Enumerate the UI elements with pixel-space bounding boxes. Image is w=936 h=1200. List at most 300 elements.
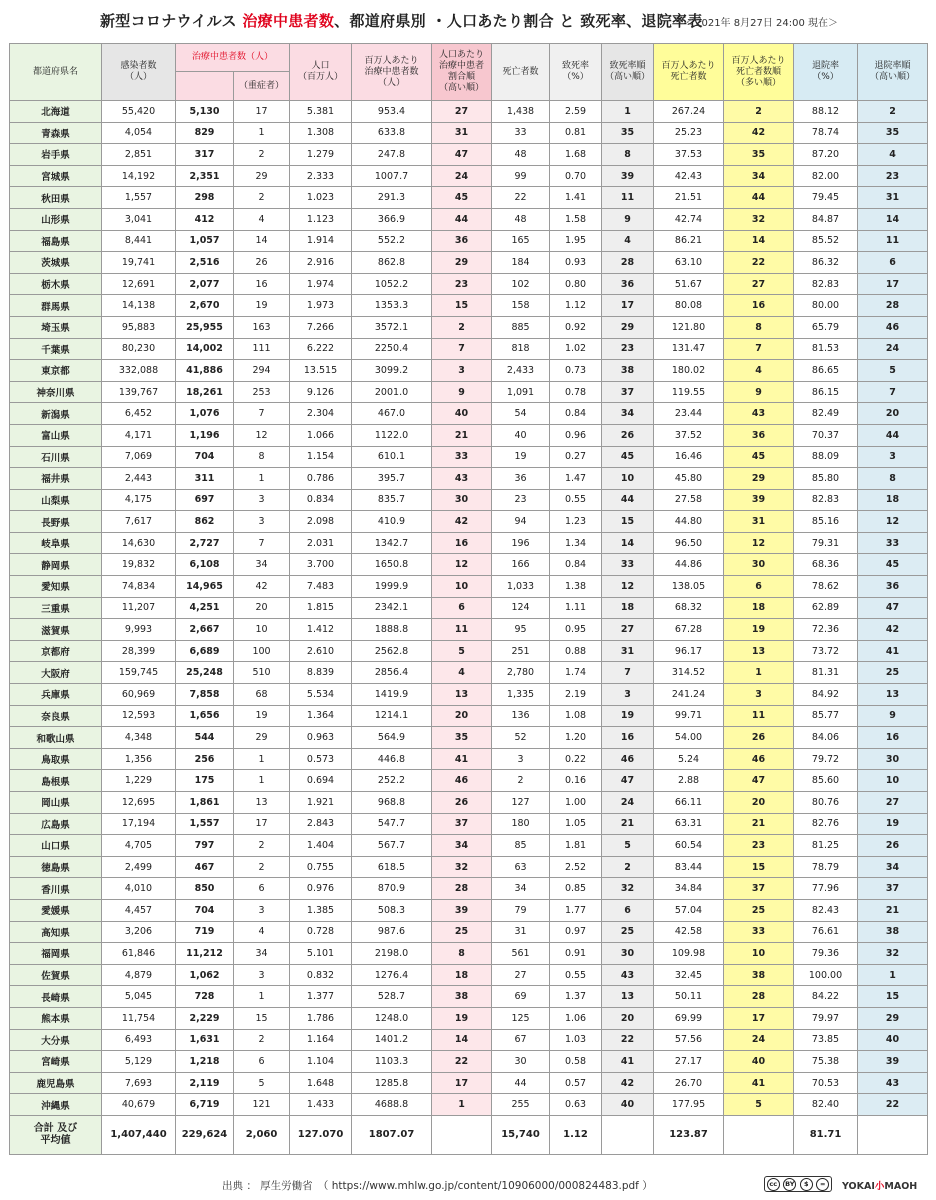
- cell-fatality-rate: 1.12: [550, 295, 602, 317]
- cell-treating: 175: [176, 770, 234, 792]
- cell-discharge-rate: 72.36: [794, 619, 858, 641]
- cell-population: 0.963: [290, 727, 352, 749]
- cell-deaths-per-million: 83.44: [654, 856, 724, 878]
- cell-fatality-rate: 0.85: [550, 878, 602, 900]
- cell-discharge-rank: 23: [858, 165, 928, 187]
- cell-deaths-per-million-rank: 6: [724, 576, 794, 598]
- cell-infected: 11,207: [102, 597, 176, 619]
- cell-deaths-per-million: 60.54: [654, 835, 724, 857]
- cell-population: 0.573: [290, 748, 352, 770]
- cell-treating-rank: 30: [432, 489, 492, 511]
- cell-treating-per-million: 291.3: [352, 187, 432, 209]
- cell-treating-per-million: 410.9: [352, 511, 432, 533]
- cell-infected: 61,846: [102, 943, 176, 965]
- cell-prefecture: 広島県: [10, 813, 102, 835]
- cell-deaths: 196: [492, 532, 550, 554]
- cell-severe: 1: [234, 986, 290, 1008]
- cell-treating: 1,076: [176, 403, 234, 425]
- cell-prefecture: 奈良県: [10, 705, 102, 727]
- table-row: [10, 316, 928, 338]
- cell-treating: 2,229: [176, 1007, 234, 1029]
- cell-deaths: 52: [492, 727, 550, 749]
- cell-prefecture: 群馬県: [10, 295, 102, 317]
- cell-deaths: 158: [492, 295, 550, 317]
- cell-fatality-rank: 15: [602, 511, 654, 533]
- cell-severe: 1: [234, 468, 290, 490]
- cell-fatality-rank: 26: [602, 424, 654, 446]
- cell-deaths: 1,033: [492, 576, 550, 598]
- header-discharge-rank: 退院率順 （高い順）: [858, 44, 928, 101]
- cell-deaths: 27: [492, 964, 550, 986]
- cell-fatality-rate: 1.03: [550, 1029, 602, 1051]
- cell-infected: 332,088: [102, 360, 176, 382]
- cell-infected: 28,399: [102, 640, 176, 662]
- table-row: [10, 144, 928, 166]
- cell-treating: 1,062: [176, 964, 234, 986]
- cell-fatality-rank: 25: [602, 921, 654, 943]
- cell-deaths-per-million: 44.80: [654, 511, 724, 533]
- total-label: 合計 及び 平均値: [10, 1115, 102, 1154]
- cell-deaths-per-million-rank: 46: [724, 748, 794, 770]
- cell-prefecture: 岩手県: [10, 144, 102, 166]
- cell-fatality-rank: 44: [602, 489, 654, 511]
- cell-deaths-per-million-rank: 17: [724, 1007, 794, 1029]
- cell-discharge-rate: 85.80: [794, 468, 858, 490]
- cell-severe: 17: [234, 101, 290, 123]
- cell-deaths-per-million-rank: 3: [724, 684, 794, 706]
- cell-deaths-per-million: 241.24: [654, 684, 724, 706]
- cell-treating-per-million: 366.9: [352, 208, 432, 230]
- cell-severe: 100: [234, 640, 290, 662]
- cell-treating-per-million: 2198.0: [352, 943, 432, 965]
- table-row: [10, 705, 928, 727]
- cell-infected: 4,879: [102, 964, 176, 986]
- cell-discharge-rank: 20: [858, 403, 928, 425]
- cell-treating-per-million: 618.5: [352, 856, 432, 878]
- cell-severe: 3: [234, 964, 290, 986]
- cell-severe: 4: [234, 208, 290, 230]
- cell-deaths: 166: [492, 554, 550, 576]
- cell-treating: 6,689: [176, 640, 234, 662]
- cell-prefecture: 愛知県: [10, 576, 102, 598]
- cell-treating-per-million: 1342.7: [352, 532, 432, 554]
- cell-discharge-rate: 88.09: [794, 446, 858, 468]
- cell-severe: 29: [234, 727, 290, 749]
- cell-discharge-rank: 39: [858, 1051, 928, 1073]
- cell-deaths-per-million: 26.70: [654, 1072, 724, 1094]
- cell-treating: 728: [176, 986, 234, 1008]
- table-row: [10, 1072, 928, 1094]
- cell-infected: 4,175: [102, 489, 176, 511]
- cell-discharge-rank: 31: [858, 187, 928, 209]
- cell-deaths: 48: [492, 208, 550, 230]
- cell-treating-per-million: 835.7: [352, 489, 432, 511]
- cell-population: 2.031: [290, 532, 352, 554]
- total-fatality-rate: 1.12: [550, 1115, 602, 1154]
- cell-deaths-per-million: 66.11: [654, 792, 724, 814]
- cell-treating: 4,251: [176, 597, 234, 619]
- cell-fatality-rate: 0.16: [550, 770, 602, 792]
- cell-deaths: 44: [492, 1072, 550, 1094]
- cell-treating: 2,667: [176, 619, 234, 641]
- cell-discharge-rank: 1: [858, 964, 928, 986]
- cell-severe: 42: [234, 576, 290, 598]
- cell-deaths: 2,433: [492, 360, 550, 382]
- cell-discharge-rank: 45: [858, 554, 928, 576]
- cell-fatality-rate: 2.59: [550, 101, 602, 123]
- cell-deaths: 2,780: [492, 662, 550, 684]
- cell-deaths-per-million-rank: 35: [724, 144, 794, 166]
- cc-nd-icon: =: [816, 1178, 829, 1191]
- cell-discharge-rate: 70.37: [794, 424, 858, 446]
- cell-treating-per-million: 1122.0: [352, 424, 432, 446]
- cell-fatality-rank: 13: [602, 986, 654, 1008]
- cell-prefecture: 秋田県: [10, 187, 102, 209]
- cell-discharge-rate: 78.74: [794, 122, 858, 144]
- cell-treating-per-million: 870.9: [352, 878, 432, 900]
- cell-discharge-rank: 10: [858, 770, 928, 792]
- cell-discharge-rate: 78.62: [794, 576, 858, 598]
- cell-deaths-per-million: 109.98: [654, 943, 724, 965]
- cell-deaths-per-million: 119.55: [654, 381, 724, 403]
- cell-prefecture: 新潟県: [10, 403, 102, 425]
- cell-treating-rank: 27: [432, 101, 492, 123]
- cell-treating: 6,108: [176, 554, 234, 576]
- cell-treating-per-million: 1103.3: [352, 1051, 432, 1073]
- cell-discharge-rate: 62.89: [794, 597, 858, 619]
- table-row: [10, 792, 928, 814]
- cell-treating-rank: 12: [432, 554, 492, 576]
- cell-population: 5.101: [290, 943, 352, 965]
- cell-infected: 17,194: [102, 813, 176, 835]
- cell-fatality-rank: 18: [602, 597, 654, 619]
- cell-treating: 25,248: [176, 662, 234, 684]
- cell-treating: 298: [176, 187, 234, 209]
- cell-treating-rank: 16: [432, 532, 492, 554]
- cell-fatality-rate: 0.78: [550, 381, 602, 403]
- cell-fatality-rank: 36: [602, 273, 654, 295]
- cell-deaths: 124: [492, 597, 550, 619]
- cell-deaths-per-million: 68.32: [654, 597, 724, 619]
- table-row: [10, 338, 928, 360]
- cell-fatality-rate: 0.80: [550, 273, 602, 295]
- table-row: [10, 619, 928, 641]
- cell-prefecture: 和歌山県: [10, 727, 102, 749]
- cc-icon: cc: [767, 1178, 780, 1191]
- cell-treating: 11,212: [176, 943, 234, 965]
- cell-fatality-rank: 17: [602, 295, 654, 317]
- header-fatality-rate: 致死率 （%）: [550, 44, 602, 101]
- cell-fatality-rank: 12: [602, 576, 654, 598]
- cell-population: 2.610: [290, 640, 352, 662]
- table-row: [10, 532, 928, 554]
- cell-discharge-rank: 47: [858, 597, 928, 619]
- cell-fatality-rate: 0.63: [550, 1094, 602, 1116]
- table-row: [10, 122, 928, 144]
- cell-fatality-rate: 0.88: [550, 640, 602, 662]
- cell-treating-rank: 46: [432, 770, 492, 792]
- cell-treating: 850: [176, 878, 234, 900]
- cell-treating-per-million: 395.7: [352, 468, 432, 490]
- cell-deaths: 67: [492, 1029, 550, 1051]
- cell-treating-per-million: 508.3: [352, 899, 432, 921]
- cell-treating-rank: 38: [432, 986, 492, 1008]
- cell-prefecture: 佐賀県: [10, 964, 102, 986]
- cell-infected: 6,452: [102, 403, 176, 425]
- cell-treating-rank: 39: [432, 899, 492, 921]
- cell-population: 1.377: [290, 986, 352, 1008]
- cell-severe: 19: [234, 295, 290, 317]
- cell-infected: 7,069: [102, 446, 176, 468]
- cell-deaths-per-million-rank: 40: [724, 1051, 794, 1073]
- cell-deaths: 1,091: [492, 381, 550, 403]
- cell-deaths-per-million: 2.88: [654, 770, 724, 792]
- cell-treating: 1,656: [176, 705, 234, 727]
- cell-deaths-per-million-rank: 34: [724, 165, 794, 187]
- cell-discharge-rank: 41: [858, 640, 928, 662]
- cell-deaths-per-million-rank: 19: [724, 619, 794, 641]
- cell-treating-per-million: 633.8: [352, 122, 432, 144]
- cell-infected: 5,129: [102, 1051, 176, 1073]
- cell-treating-rank: 5: [432, 640, 492, 662]
- cell-severe: 3: [234, 489, 290, 511]
- cell-fatality-rate: 0.55: [550, 489, 602, 511]
- cell-fatality-rank: 45: [602, 446, 654, 468]
- cell-treating-per-million: 528.7: [352, 986, 432, 1008]
- cell-population: 1.974: [290, 273, 352, 295]
- cell-fatality-rate: 0.84: [550, 554, 602, 576]
- table-row: [10, 511, 928, 533]
- cell-population: 6.222: [290, 338, 352, 360]
- cell-deaths-per-million-rank: 47: [724, 770, 794, 792]
- cell-discharge-rate: 81.53: [794, 338, 858, 360]
- cell-discharge-rank: 29: [858, 1007, 928, 1029]
- table-row: [10, 165, 928, 187]
- cell-treating: 2,516: [176, 252, 234, 274]
- cell-prefecture: 大阪府: [10, 662, 102, 684]
- cell-treating: 14,965: [176, 576, 234, 598]
- cell-fatality-rank: 43: [602, 964, 654, 986]
- table-row: [10, 899, 928, 921]
- cell-treating-per-million: 2250.4: [352, 338, 432, 360]
- cell-infected: 12,593: [102, 705, 176, 727]
- cell-population: 2.916: [290, 252, 352, 274]
- cell-deaths-per-million-rank: 43: [724, 403, 794, 425]
- cell-fatality-rate: 1.11: [550, 597, 602, 619]
- cell-fatality-rank: 28: [602, 252, 654, 274]
- total-treating: 229,624: [176, 1115, 234, 1154]
- cell-fatality-rank: 24: [602, 792, 654, 814]
- cell-infected: 1,557: [102, 187, 176, 209]
- cell-severe: 16: [234, 273, 290, 295]
- cell-discharge-rate: 79.97: [794, 1007, 858, 1029]
- cell-population: 0.786: [290, 468, 352, 490]
- cell-deaths-per-million: 99.71: [654, 705, 724, 727]
- cell-infected: 4,010: [102, 878, 176, 900]
- cell-deaths-per-million-rank: 15: [724, 856, 794, 878]
- cell-severe: 14: [234, 230, 290, 252]
- cell-discharge-rate: 79.45: [794, 187, 858, 209]
- cell-prefecture: 滋賀県: [10, 619, 102, 641]
- cell-discharge-rank: 4: [858, 144, 928, 166]
- table-row: [10, 360, 928, 382]
- cell-prefecture: 京都府: [10, 640, 102, 662]
- cell-severe: 3: [234, 511, 290, 533]
- cell-discharge-rate: 80.00: [794, 295, 858, 317]
- cell-deaths-per-million-rank: 31: [724, 511, 794, 533]
- cell-deaths-per-million-rank: 7: [724, 338, 794, 360]
- cell-discharge-rank: 32: [858, 943, 928, 965]
- cell-deaths: 31: [492, 921, 550, 943]
- cell-treating: 2,727: [176, 532, 234, 554]
- cell-infected: 12,695: [102, 792, 176, 814]
- cell-prefecture: 岐阜県: [10, 532, 102, 554]
- cell-population: 1.433: [290, 1094, 352, 1116]
- cell-fatality-rank: 16: [602, 727, 654, 749]
- table-row: [10, 273, 928, 295]
- cell-fatality-rate: 1.58: [550, 208, 602, 230]
- cell-population: 1.104: [290, 1051, 352, 1073]
- cell-deaths-per-million-rank: 36: [724, 424, 794, 446]
- cell-severe: 20: [234, 597, 290, 619]
- cell-infected: 7,693: [102, 1072, 176, 1094]
- cell-deaths-per-million-rank: 27: [724, 273, 794, 295]
- cell-deaths: 127: [492, 792, 550, 814]
- table-body: [10, 101, 928, 1116]
- cell-deaths-per-million: 42.74: [654, 208, 724, 230]
- header-treating-rank: 人口あたり 治療中患者 割合順 （高い順）: [432, 44, 492, 101]
- cell-treating-rank: 11: [432, 619, 492, 641]
- cell-severe: 2: [234, 856, 290, 878]
- cell-discharge-rate: 82.49: [794, 403, 858, 425]
- cell-prefecture: 茨城県: [10, 252, 102, 274]
- cell-population: 1.973: [290, 295, 352, 317]
- cell-population: 1.364: [290, 705, 352, 727]
- cell-discharge-rank: 43: [858, 1072, 928, 1094]
- cell-discharge-rank: 37: [858, 878, 928, 900]
- brand-mark: 小: [874, 1181, 885, 1192]
- cell-fatality-rate: 0.57: [550, 1072, 602, 1094]
- prefecture-table: [9, 43, 928, 1155]
- cell-treating-rank: 14: [432, 1029, 492, 1051]
- cell-fatality-rank: 11: [602, 187, 654, 209]
- cell-discharge-rate: 87.20: [794, 144, 858, 166]
- cell-discharge-rank: 42: [858, 619, 928, 641]
- cell-discharge-rank: 2: [858, 101, 928, 123]
- cell-population: 1.921: [290, 792, 352, 814]
- cell-deaths-per-million-rank: 8: [724, 316, 794, 338]
- cell-fatality-rate: 0.73: [550, 360, 602, 382]
- cell-deaths-per-million: 138.05: [654, 576, 724, 598]
- cell-deaths-per-million: 314.52: [654, 662, 724, 684]
- cell-deaths-per-million-rank: 18: [724, 597, 794, 619]
- cell-treating: 317: [176, 144, 234, 166]
- cell-treating: 256: [176, 748, 234, 770]
- cell-fatality-rank: 9: [602, 208, 654, 230]
- cell-treating-rank: 8: [432, 943, 492, 965]
- cell-discharge-rate: 77.96: [794, 878, 858, 900]
- cell-treating: 6,719: [176, 1094, 234, 1116]
- cell-deaths-per-million: 267.24: [654, 101, 724, 123]
- cell-severe: 17: [234, 813, 290, 835]
- cell-fatality-rank: 41: [602, 1051, 654, 1073]
- cell-population: 1.279: [290, 144, 352, 166]
- cell-infected: 14,138: [102, 295, 176, 317]
- table-row: [10, 684, 928, 706]
- cell-severe: 6: [234, 878, 290, 900]
- cell-treating-per-million: 1007.7: [352, 165, 432, 187]
- cell-treating-per-million: 1419.9: [352, 684, 432, 706]
- cell-deaths: 136: [492, 705, 550, 727]
- cell-treating-rank: 1: [432, 1094, 492, 1116]
- cell-deaths: 85: [492, 835, 550, 857]
- cell-treating: 1,196: [176, 424, 234, 446]
- cell-prefecture: 青森県: [10, 122, 102, 144]
- cell-severe: 4: [234, 921, 290, 943]
- cell-deaths-per-million: 57.56: [654, 1029, 724, 1051]
- cell-treating-rank: 33: [432, 446, 492, 468]
- cell-population: 0.832: [290, 964, 352, 986]
- cell-population: 0.755: [290, 856, 352, 878]
- cell-infected: 60,969: [102, 684, 176, 706]
- cell-fatality-rate: 1.34: [550, 532, 602, 554]
- cell-discharge-rank: 46: [858, 316, 928, 338]
- cell-treating-per-million: 953.4: [352, 101, 432, 123]
- cell-prefecture: 北海道: [10, 101, 102, 123]
- cell-treating-per-million: 2342.1: [352, 597, 432, 619]
- header-severe: （重症者）: [234, 72, 290, 101]
- cell-fatality-rate: 1.81: [550, 835, 602, 857]
- cell-population: 0.834: [290, 489, 352, 511]
- total-deaths: 15,740: [492, 1115, 550, 1154]
- cell-fatality-rate: 1.74: [550, 662, 602, 684]
- cell-deaths-per-million: 80.08: [654, 295, 724, 317]
- cell-treating: 2,077: [176, 273, 234, 295]
- cell-fatality-rank: 40: [602, 1094, 654, 1116]
- table-row: [10, 187, 928, 209]
- cell-deaths-per-million: 5.24: [654, 748, 724, 770]
- cell-deaths-per-million-rank: 24: [724, 1029, 794, 1051]
- cell-severe: 2: [234, 835, 290, 857]
- cell-infected: 2,851: [102, 144, 176, 166]
- total-deaths-per-million: 123.87: [654, 1115, 724, 1154]
- cell-fatality-rate: 1.68: [550, 144, 602, 166]
- table-row: [10, 576, 928, 598]
- cell-treating-per-million: 467.0: [352, 403, 432, 425]
- cell-deaths-per-million: 96.17: [654, 640, 724, 662]
- cell-treating-per-million: 1248.0: [352, 1007, 432, 1029]
- cell-treating-per-million: 2001.0: [352, 381, 432, 403]
- cell-discharge-rate: 84.22: [794, 986, 858, 1008]
- cell-fatality-rank: 21: [602, 813, 654, 835]
- cell-fatality-rate: 1.20: [550, 727, 602, 749]
- cell-treating-per-million: 1052.2: [352, 273, 432, 295]
- cell-infected: 4,171: [102, 424, 176, 446]
- cell-fatality-rank: 30: [602, 943, 654, 965]
- cell-fatality-rank: 7: [602, 662, 654, 684]
- cell-fatality-rate: 0.58: [550, 1051, 602, 1073]
- cell-prefecture: 徳島県: [10, 856, 102, 878]
- cell-deaths-per-million: 86.21: [654, 230, 724, 252]
- cell-severe: 5: [234, 1072, 290, 1094]
- cell-severe: 34: [234, 943, 290, 965]
- cell-severe: 1: [234, 122, 290, 144]
- cell-fatality-rank: 5: [602, 835, 654, 857]
- cell-discharge-rank: 21: [858, 899, 928, 921]
- cell-discharge-rank: 11: [858, 230, 928, 252]
- cell-treating: 1,057: [176, 230, 234, 252]
- cell-discharge-rate: 82.40: [794, 1094, 858, 1116]
